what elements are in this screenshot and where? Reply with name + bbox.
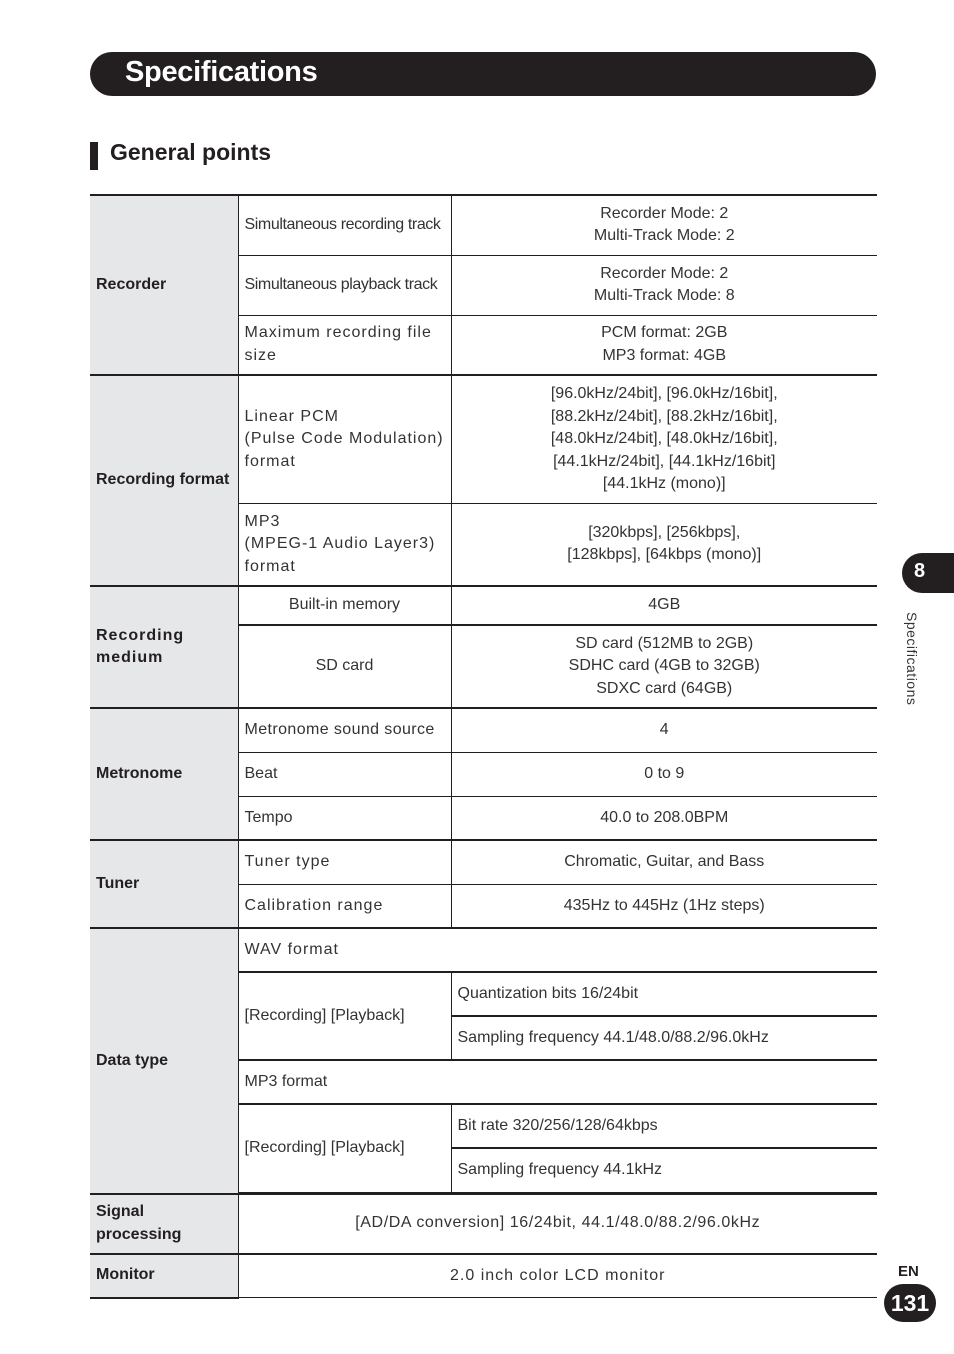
spec-value: [320kbps], [256kbps], [128kbps], [64kbps (mono)] (451, 503, 877, 586)
category-signal-processing: Signal processing (90, 1194, 238, 1254)
table-row (90, 1194, 877, 1254)
spec-value: [96.0kHz/24bit], [96.0kHz/16bit], [88.2kHz/24bit], [88.2kHz/16bit], [48.0kHz/24bit], [48.0kHz/16bit], [44.1kHz/24bit], [44.1kHz/16bit] [44.1kHz (mono)] (451, 375, 877, 503)
chapter-number: 8 (914, 560, 926, 582)
wav-format-label: WAV format (238, 928, 877, 972)
chapter-side-label: Specifications (904, 612, 920, 706)
language-label: EN (898, 1263, 919, 1280)
category-data-type: Data type (90, 928, 238, 1194)
category-recorder: Recorder (90, 195, 238, 375)
table-row (90, 375, 877, 503)
signal-processing-value: [AD/DA conversion] 16/24bit, 44.1/48.0/88.2/96.0kHz (238, 1194, 877, 1254)
category-metronome: Metronome (90, 708, 238, 840)
table-row (90, 586, 877, 625)
spec-label: Metronome sound source (238, 708, 451, 752)
spec-table (90, 194, 877, 1299)
spec-value: Chromatic, Guitar, and Bass (451, 840, 877, 884)
category-recording-format: Recording format (90, 375, 238, 586)
spec-label: Simultaneous recording track (238, 195, 451, 255)
spec-value: Recorder Mode: 2 Multi-Track Mode: 8 (451, 255, 877, 315)
page-title-bar (90, 52, 876, 96)
spec-value: 0 to 9 (451, 752, 877, 796)
table-row (90, 195, 877, 255)
table-row (90, 708, 877, 752)
monitor-value: 2.0 inch color LCD monitor (238, 1254, 877, 1298)
spec-value: 4GB (451, 586, 877, 625)
category-tuner: Tuner (90, 840, 238, 928)
spec-label: Simultaneous playback track (238, 255, 451, 315)
wav-mode-label: [Recording] [Playback] (238, 972, 451, 1060)
spec-label: Linear PCM (Pulse Code Modulation) format (238, 375, 451, 503)
mp3-sampling-value: Sampling frequency 44.1kHz (451, 1148, 877, 1192)
page-number: 131 (884, 1284, 936, 1322)
spec-label: SD card (238, 625, 451, 708)
chapter-tab[interactable] (902, 553, 954, 593)
mp3-format-label: MP3 format (238, 1060, 877, 1104)
section-title: General points (110, 139, 272, 165)
mp3-mode-label: [Recording] [Playback] (238, 1104, 451, 1192)
spec-label: Built-in memory (238, 586, 451, 625)
spec-label: Beat (238, 752, 451, 796)
spec-label: MP3 (MPEG-1 Audio Layer3) format (238, 503, 451, 586)
spec-label: Calibration range (238, 884, 451, 928)
spec-label: Maximum recording file size (238, 315, 451, 375)
spec-value: 40.0 to 208.0BPM (451, 796, 877, 840)
table-row (90, 1254, 877, 1298)
spec-value: Recorder Mode: 2 Multi-Track Mode: 2 (451, 195, 877, 255)
table-row (90, 840, 877, 884)
wav-quantization-value: Quantization bits 16/24bit (451, 972, 877, 1016)
category-recording-medium: Recording medium (90, 586, 238, 708)
table-row (90, 928, 877, 972)
spec-label: Tempo (238, 796, 451, 840)
spec-value: 435Hz to 445Hz (1Hz steps) (451, 884, 877, 928)
mp3-bitrate-value: Bit rate 320/256/128/64kbps (451, 1104, 877, 1148)
page-title: Specifications (125, 56, 318, 88)
section-marker (90, 142, 98, 170)
spec-value: PCM format: 2GB MP3 format: 4GB (451, 315, 877, 375)
wav-sampling-value: Sampling frequency 44.1/48.0/88.2/96.0kHz (451, 1016, 877, 1060)
spec-label: Tuner type (238, 840, 451, 884)
category-monitor: Monitor (90, 1254, 238, 1298)
spec-value: SD card (512MB to 2GB) SDHC card (4GB to 32GB) SDXC card (64GB) (451, 625, 877, 708)
spec-value: 4 (451, 708, 877, 752)
